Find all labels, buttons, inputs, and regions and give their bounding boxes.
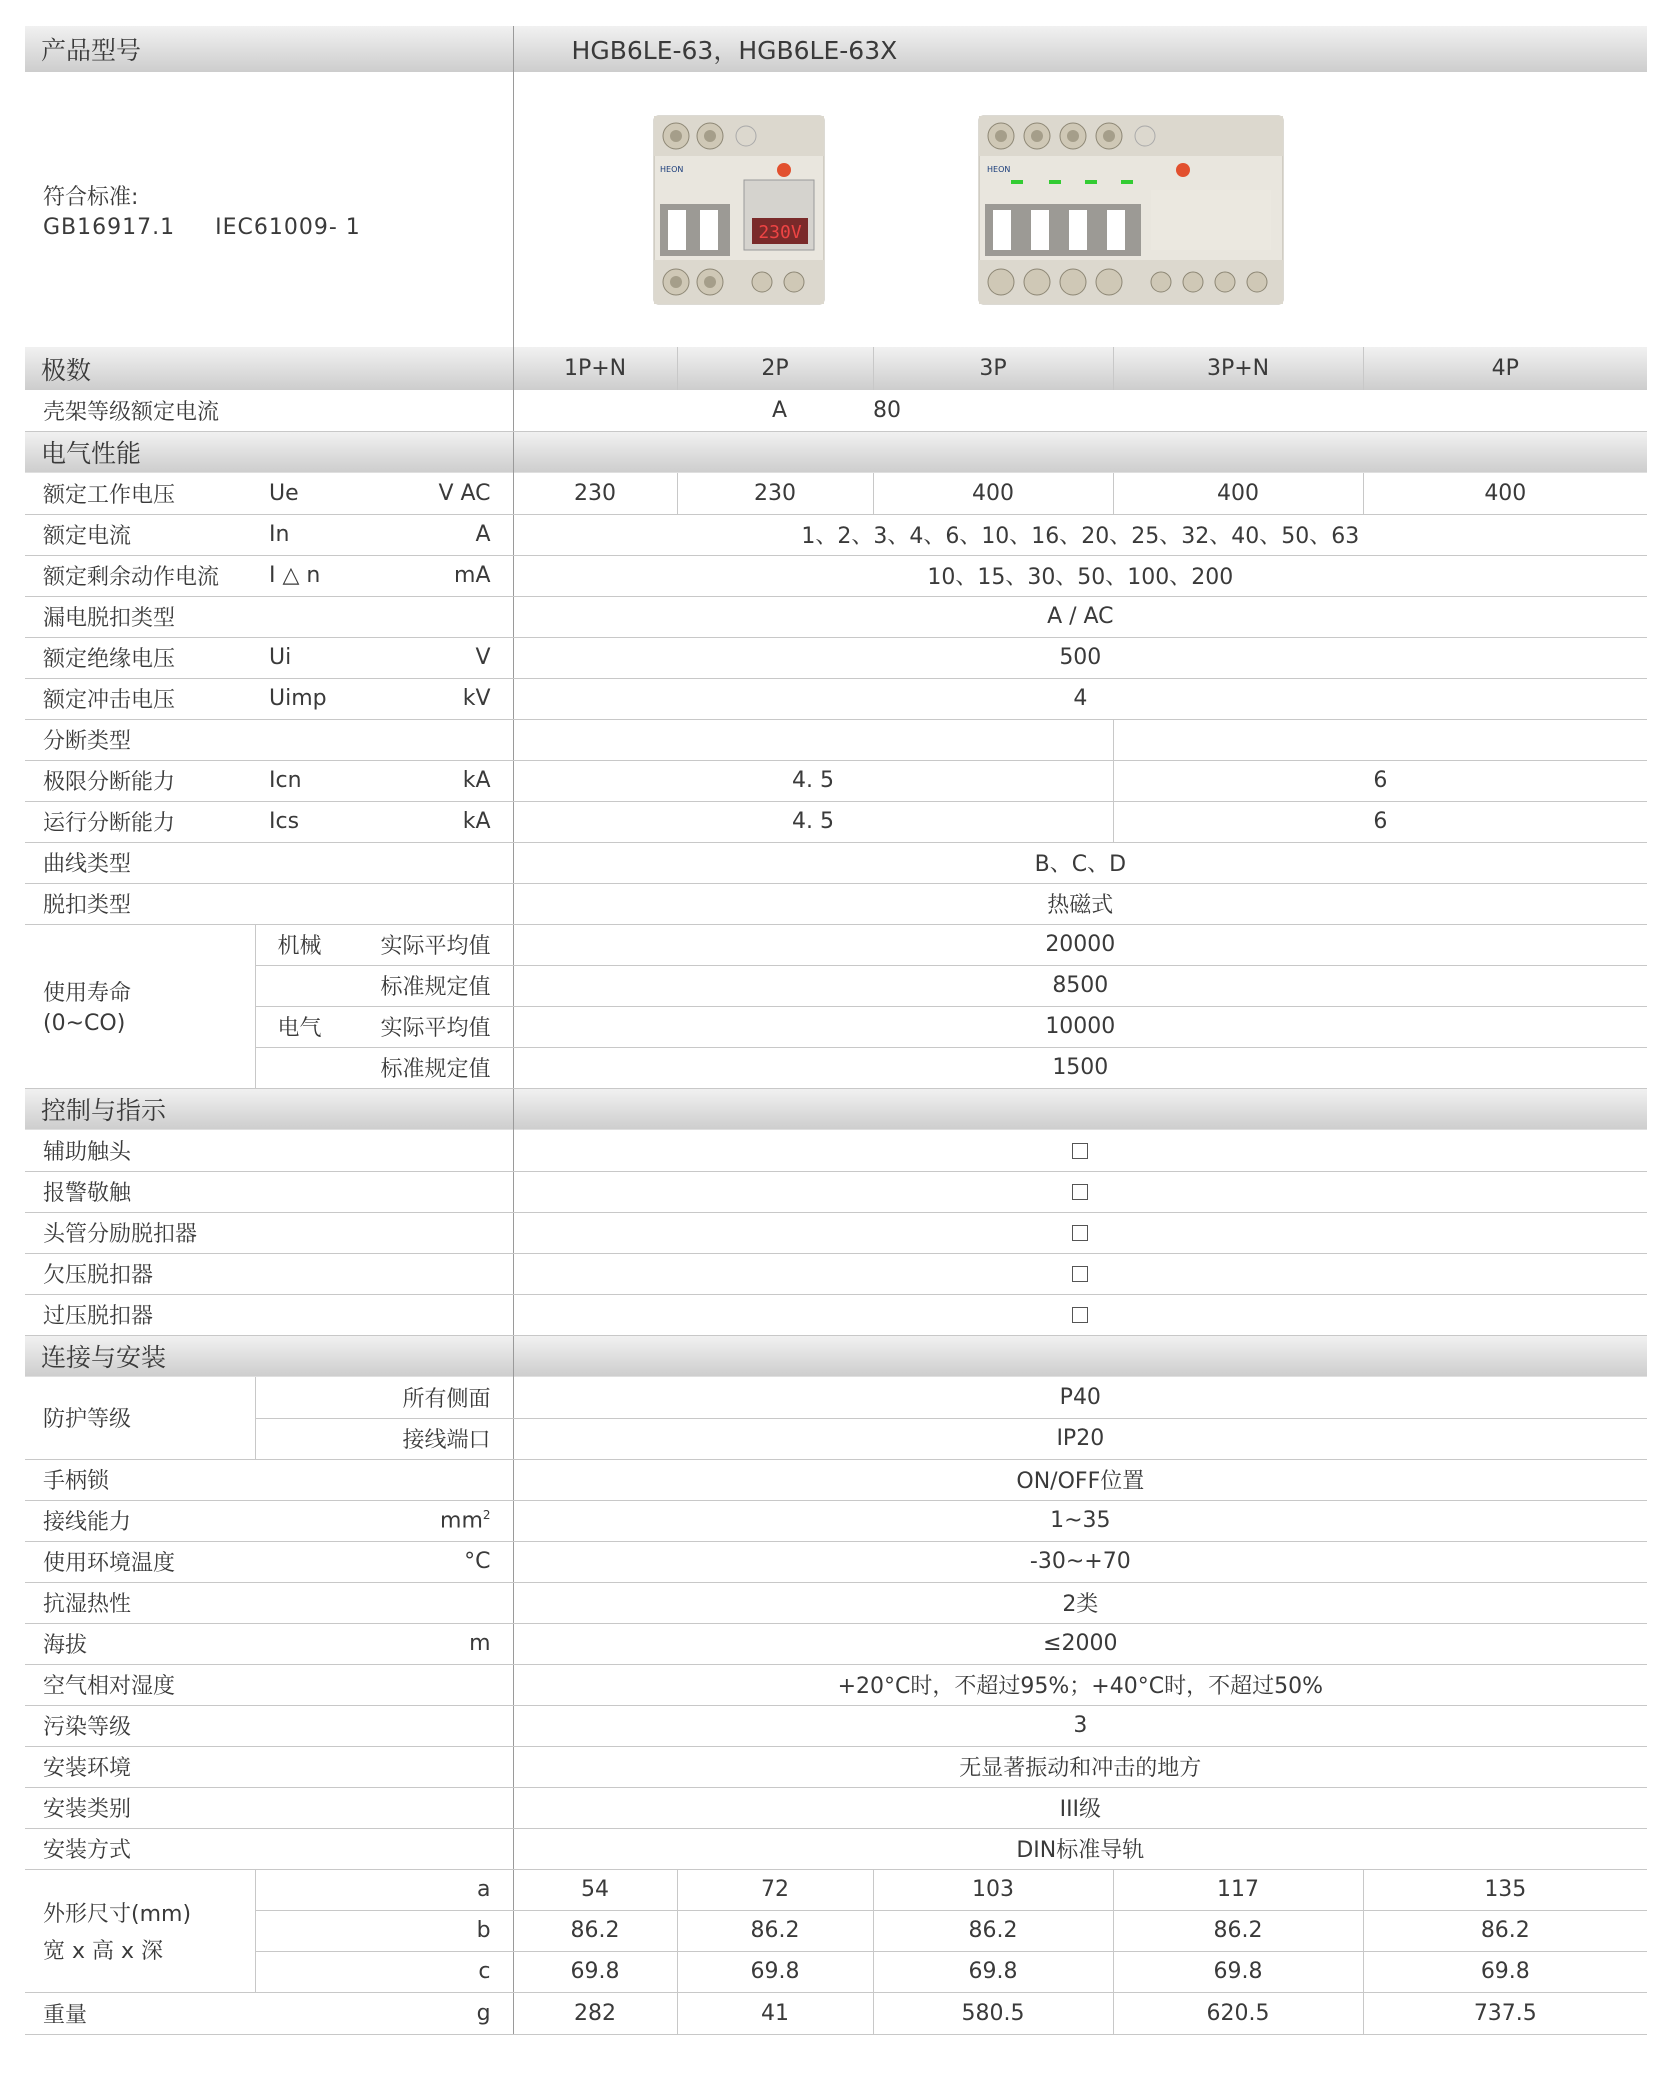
dim-b-3p: 86.2 [873, 1910, 1113, 1951]
weight-3p: 580.5 [873, 1992, 1113, 2034]
env-label: 安装环境 [25, 1746, 513, 1787]
dim-c-3pn: 69.8 [1113, 1951, 1363, 1992]
alarm-contact-check [513, 1171, 1647, 1212]
wiring-unit-sup: 2 [482, 1507, 491, 1522]
control-heading: 控制与指示 [25, 1088, 513, 1130]
idn-label: 额定剩余动作电流 [25, 555, 255, 596]
pollution-label: 污染等级 [25, 1705, 513, 1746]
temp-value: -30~+70 [513, 1541, 1647, 1582]
dim-c-1pn: 69.8 [513, 1951, 677, 1992]
uimp-unit: kV [333, 678, 513, 719]
control-item-row [25, 1130, 1647, 1171]
humidity-label: 空气相对湿度 [25, 1664, 513, 1705]
temp-label: 使用环境温度 [25, 1541, 333, 1582]
standards-cell [25, 72, 513, 347]
ics-right: 6 [1113, 801, 1647, 842]
wiring-value: 1~35 [513, 1500, 1647, 1541]
model-header-row [25, 26, 1647, 72]
breaker-2p-image [644, 110, 834, 310]
shunt-release-label: 头管分励脱扣器 [25, 1212, 513, 1253]
control-heading-fill [513, 1088, 1647, 1130]
dims-row-a [25, 1869, 1647, 1910]
dims-row-b [25, 1910, 1647, 1951]
pole-1pn: 1P+N [513, 347, 677, 390]
wiring-unit [333, 1500, 513, 1541]
breaking-type-right [1113, 719, 1647, 760]
pole-3pn: 3P+N [1113, 347, 1363, 390]
lock-value: ON/OFF位置 [513, 1459, 1647, 1500]
altitude-label: 海拔 [25, 1623, 333, 1664]
control-item-row [25, 1212, 1647, 1253]
idn-value: 10、15、30、50、100、200 [513, 555, 1647, 596]
ui-value: 500 [513, 637, 1647, 678]
electrical-heading-fill [513, 431, 1647, 473]
control-item-row [25, 1294, 1647, 1335]
life-elec-std-label: 标准规定值 [333, 1047, 513, 1088]
trip-type-value: A / AC [513, 596, 1647, 637]
dims-label-1: 外形尺寸(mm) [43, 1901, 192, 1927]
breaker-display: 230V [757, 221, 802, 243]
life-label [25, 924, 255, 1088]
frame-current-unit: A [513, 390, 873, 431]
dims-label [25, 1869, 255, 1992]
undervoltage-label: 欠压脱扣器 [25, 1253, 513, 1294]
pollution-value: 3 [513, 1705, 1647, 1746]
dim-c-4p: 69.8 [1363, 1951, 1647, 1992]
protect-label: 防护等级 [25, 1377, 255, 1459]
in-value: 1、2、3、4、6、10、16、20、25、32、40、50、63 [513, 514, 1647, 555]
mount-label: 安装方式 [25, 1828, 513, 1869]
standards-row [25, 72, 1647, 347]
damp-row [25, 1582, 1647, 1623]
dim-a-2p: 72 [677, 1869, 873, 1910]
icn-row [25, 760, 1647, 801]
dim-a-key: a [255, 1869, 513, 1910]
life-elec-blank [255, 1047, 333, 1088]
in-row [25, 514, 1647, 555]
connection-heading-fill [513, 1335, 1647, 1377]
frame-current-value [873, 390, 1647, 431]
undervoltage-check [513, 1253, 1647, 1294]
ui-sym: Ui [255, 637, 333, 678]
model-names: HGB6LE-63，HGB6LE-63X [513, 26, 1647, 72]
ics-left: 4. 5 [513, 801, 1113, 842]
breaking-type-label: 分断类型 [25, 719, 513, 760]
altitude-unit: m [333, 1623, 513, 1664]
env-value: 无显著振动和冲击的地方 [513, 1746, 1647, 1787]
icn-left: 4. 5 [513, 760, 1113, 801]
weight-3pn: 620.5 [1113, 1992, 1363, 2034]
breaker-4p-image [971, 110, 1291, 310]
ui-row [25, 637, 1647, 678]
pole-3p: 3P [873, 347, 1113, 390]
dim-b-2p: 86.2 [677, 1910, 873, 1951]
checkbox-icon [1072, 1266, 1088, 1282]
breaker-4p-brand: HEON [986, 164, 1010, 174]
dim-a-1pn: 54 [513, 1869, 677, 1910]
humidity-row [25, 1664, 1647, 1705]
poles-row [25, 347, 1647, 390]
frame-current-row [25, 390, 1647, 431]
life-mech: 机械 [255, 924, 333, 965]
curve-label: 曲线类型 [25, 842, 513, 883]
connection-heading: 连接与安装 [25, 1335, 513, 1377]
frame-current-label: 壳架等级额定电流 [25, 390, 513, 431]
curve-row [25, 842, 1647, 883]
protect-side-label: 所有侧面 [255, 1377, 513, 1418]
poles-label: 极数 [25, 347, 513, 390]
uimp-row [25, 678, 1647, 719]
dim-c-2p: 69.8 [677, 1951, 873, 1992]
ue-2p: 230 [677, 473, 873, 514]
weight-label: 重量 [25, 1992, 333, 2034]
life-row-3 [25, 1006, 1647, 1047]
dim-c-3p: 69.8 [873, 1951, 1113, 1992]
env-row [25, 1746, 1647, 1787]
checkbox-icon [1072, 1143, 1088, 1159]
lock-label: 手柄锁 [25, 1459, 513, 1500]
pole-4p: 4P [1363, 347, 1647, 390]
life-label-1: 使用寿命 [43, 981, 132, 1006]
ue-row [25, 473, 1647, 514]
ue-sym: Ue [255, 473, 333, 514]
electrical-section [25, 431, 1647, 473]
ui-unit: V [333, 637, 513, 678]
wiring-unit-text: mm [440, 1508, 483, 1534]
standards-codes [43, 215, 513, 240]
control-item-row [25, 1171, 1647, 1212]
trip-type-row [25, 596, 1647, 637]
weight-2p: 41 [677, 1992, 873, 2034]
release-value: 热磁式 [513, 883, 1647, 924]
icn-unit: kA [333, 760, 513, 801]
life-elec-avg: 10000 [513, 1006, 1647, 1047]
altitude-row [25, 1623, 1647, 1664]
connection-section [25, 1335, 1647, 1377]
ue-label: 额定工作电压 [25, 473, 255, 514]
standard-iec: IEC61009- 1 [215, 214, 361, 240]
icn-label: 极限分断能力 [25, 760, 255, 801]
electrical-heading: 电气性能 [25, 431, 513, 473]
weight-4p: 737.5 [1363, 1992, 1647, 2034]
ue-3pn: 400 [1113, 473, 1363, 514]
dims-label-2: 宽 x 高 x 深 [43, 1938, 164, 1964]
life-row-1 [25, 924, 1647, 965]
weight-1pn: 282 [513, 1992, 677, 2034]
dim-b-1pn: 86.2 [513, 1910, 677, 1951]
product-images [513, 72, 1647, 347]
protect-row-1 [25, 1377, 1647, 1418]
dim-c-key: c [255, 1951, 513, 1992]
weight-unit: g [333, 1992, 513, 2034]
mount-row [25, 1828, 1647, 1869]
ue-unit: V AC [333, 473, 513, 514]
breaker-2p-brand: HEON [659, 164, 683, 174]
category-row [25, 1787, 1647, 1828]
aux-contact-label: 辅助触头 [25, 1130, 513, 1171]
overvoltage-label: 过压脱扣器 [25, 1294, 513, 1335]
icn-sym: Icn [255, 760, 333, 801]
dims-row-c [25, 1951, 1647, 1992]
life-elec: 电气 [255, 1006, 333, 1047]
protect-term-label: 接线端口 [255, 1418, 513, 1459]
dim-a-3p: 103 [873, 1869, 1113, 1910]
ue-1pn: 230 [513, 473, 677, 514]
curve-value: B、C、D [513, 842, 1647, 883]
life-mech-std: 8500 [513, 965, 1647, 1006]
trip-type-label: 漏电脱扣类型 [25, 596, 513, 637]
temp-unit: °C [333, 1541, 513, 1582]
standard-gb: GB16917.1 [43, 214, 176, 240]
idn-row [25, 555, 1647, 596]
overvoltage-check [513, 1294, 1647, 1335]
idn-unit: mA [333, 555, 513, 596]
weight-row [25, 1992, 1647, 2034]
temp-row [25, 1541, 1647, 1582]
humidity-value: +20°C时，不超过95%；+40°C时，不超过50% [513, 1664, 1647, 1705]
ics-unit: kA [333, 801, 513, 842]
dim-a-4p: 135 [1363, 1869, 1647, 1910]
idn-sym: I △ n [255, 555, 333, 596]
life-elec-std: 1500 [513, 1047, 1647, 1088]
ue-3p: 400 [873, 473, 1113, 514]
dim-b-4p: 86.2 [1363, 1910, 1647, 1951]
life-label-2: (0~CO) [43, 1011, 126, 1036]
breaking-type-left [513, 719, 1113, 760]
checkbox-icon [1072, 1184, 1088, 1200]
life-mech-std-label: 标准规定值 [333, 965, 513, 1006]
wiring-row [25, 1500, 1647, 1541]
category-label: 安装类别 [25, 1787, 513, 1828]
ics-label: 运行分断能力 [25, 801, 255, 842]
dim-b-key: b [255, 1910, 513, 1951]
control-item-row [25, 1253, 1647, 1294]
pollution-row [25, 1705, 1647, 1746]
frame-value: 80 [873, 397, 902, 423]
category-value: III级 [513, 1787, 1647, 1828]
uimp-value: 4 [513, 678, 1647, 719]
ics-row [25, 801, 1647, 842]
in-sym: In [255, 514, 333, 555]
life-mech-avg: 20000 [513, 924, 1647, 965]
breaking-type-row [25, 719, 1647, 760]
control-section [25, 1088, 1647, 1130]
checkbox-icon [1072, 1225, 1088, 1241]
standards-label: 符合标准: [43, 184, 139, 210]
life-row-4 [25, 1047, 1647, 1088]
dim-a-3pn: 117 [1113, 1869, 1363, 1910]
uimp-sym: Uimp [255, 678, 333, 719]
alarm-contact-label: 报警敬触 [25, 1171, 513, 1212]
wiring-label: 接线能力 [25, 1500, 333, 1541]
ics-sym: Ics [255, 801, 333, 842]
model-label: 产品型号 [25, 26, 513, 72]
damp-value: 2类 [513, 1582, 1647, 1623]
in-unit: A [333, 514, 513, 555]
protect-row-2 [25, 1418, 1647, 1459]
ui-label: 额定绝缘电压 [25, 637, 255, 678]
mount-value: DIN标准导轨 [513, 1828, 1647, 1869]
protect-term-value: IP20 [513, 1418, 1647, 1459]
lock-row [25, 1459, 1647, 1500]
ue-4p: 400 [1363, 473, 1647, 514]
life-mech-blank [255, 965, 333, 1006]
pole-2p: 2P [677, 347, 873, 390]
release-row [25, 883, 1647, 924]
checkbox-icon [1072, 1307, 1088, 1323]
aux-contact-check [513, 1130, 1647, 1171]
damp-label: 抗湿热性 [25, 1582, 513, 1623]
in-label: 额定电流 [25, 514, 255, 555]
life-elec-avg-label: 实际平均值 [333, 1006, 513, 1047]
spec-table [25, 26, 1647, 2035]
spec-sheet [25, 26, 1647, 2035]
uimp-label: 额定冲击电压 [25, 678, 255, 719]
icn-right: 6 [1113, 760, 1647, 801]
altitude-value: ≤2000 [513, 1623, 1647, 1664]
shunt-release-check [513, 1212, 1647, 1253]
dim-b-3pn: 86.2 [1113, 1910, 1363, 1951]
life-row-2 [25, 965, 1647, 1006]
life-mech-avg-label: 实际平均值 [333, 924, 513, 965]
protect-side-value: P40 [513, 1377, 1647, 1418]
release-label: 脱扣类型 [25, 883, 513, 924]
